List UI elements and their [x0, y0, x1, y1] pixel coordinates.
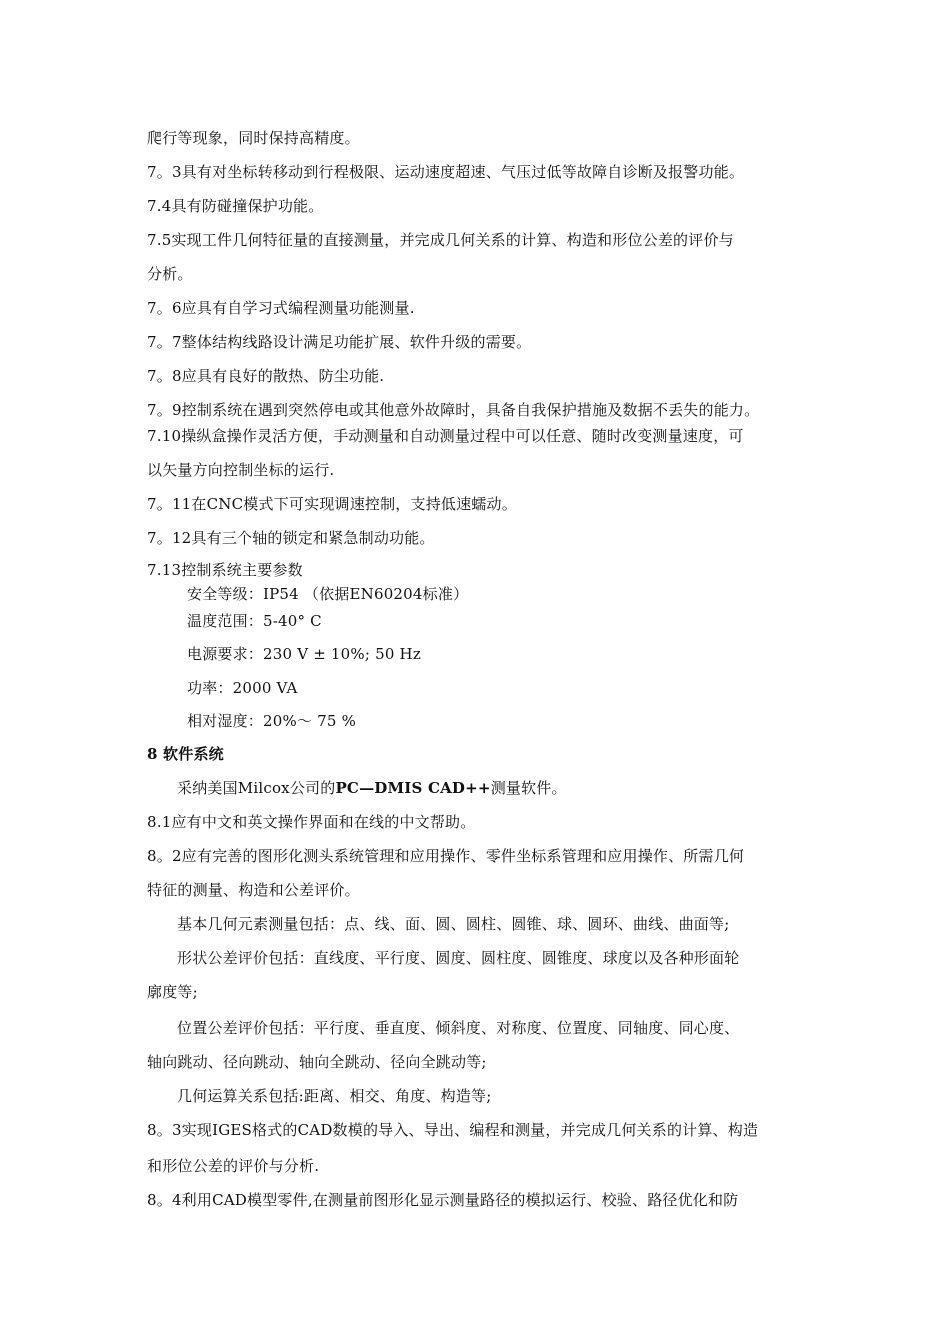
text-line: 7。11在CNC模式下可实现调速控制，支持低速蠕动。	[147, 495, 517, 513]
text-line: 爬行等现象，同时保持高精度。	[147, 129, 360, 147]
text-line: 7。3具有对坐标转移动到行程极限、运动速度超速、气压过低等故障自诊断及报警功能。	[147, 163, 745, 181]
param-line: 安全等级：IP54 （依据EN60204标准）	[187, 585, 469, 603]
text-line: 7。6应具有自学习式编程测量功能测量.	[147, 299, 415, 317]
text-line: 7。12具有三个轴的锁定和紧急制动功能。	[147, 529, 435, 547]
text-line: 7.10操纵盒操作灵活方便，手动测量和自动测量过程中可以任意、随时改变测量速度，可	[147, 427, 744, 445]
eval-line: 轴向跳动、径向跳动、轴向全跳动、径向全跳动等;	[147, 1053, 487, 1071]
text-line: 7。8应具有良好的散热、防尘功能.	[147, 367, 385, 385]
param-line: 温度范围：5-40° C	[187, 612, 322, 630]
text-line: 7.5实现工件几何特征量的直接测量，并完成几何关系的计算、构造和形位公差的评价与	[147, 231, 734, 249]
text-line: 特征的测量、构造和公差评价。	[147, 881, 360, 899]
text-line: 7.13控制系统主要参数	[147, 561, 303, 579]
text-line: 8。3实现IGES格式的CAD数模的导入、导出、编程和测量，并完成几何关系的计算、构造	[147, 1121, 759, 1139]
software-name: PC—DMIS CAD++	[335, 779, 491, 797]
intro-suffix: 测量软件。	[490, 779, 567, 797]
param-line: 电源要求：230 V ± 10%; 50 Hz	[187, 645, 421, 663]
intro-prefix: 采纳美国Milcox公司的	[177, 779, 336, 797]
text-line: 8。2应有完善的图形化测头系统管理和应用操作、零件坐标系管理和应用操作、所需几何	[147, 847, 745, 865]
eval-line: 位置公差评价包括：平行度、垂直度、倾斜度、对称度、位置度、同轴度、同心度、	[177, 1019, 740, 1037]
text-line: 8。4利用CAD模型零件,在测量前图形化显示测量路径的模拟运行、校验、路径优化和防	[147, 1191, 739, 1209]
eval-line: 廓度等;	[147, 983, 198, 1001]
text-line: 分析。	[147, 265, 193, 283]
text-line: 8.1应有中文和英文操作界面和在线的中文帮助。	[147, 813, 476, 831]
section-heading: 8 软件系统	[147, 745, 224, 763]
text-line: 7.4具有防碰撞保护功能。	[147, 197, 324, 215]
text-line: 和形位公差的评价与分析.	[147, 1157, 320, 1175]
eval-line: 基本几何元素测量包括：点、线、面、圆、圆柱、圆锥、球、圆环、曲线、曲面等;	[177, 915, 730, 933]
eval-line: 几何运算关系包括:距离、相交、角度、构造等;	[177, 1087, 492, 1105]
section-intro	[177, 778, 567, 798]
eval-line: 形状公差评价包括：直线度、平行度、圆度、圆柱度、圆锥度、球度以及各种形面轮	[177, 949, 740, 967]
param-line: 相对湿度：20%～ 75 %	[187, 712, 357, 730]
text-line: 以矢量方向控制坐标的运行.	[147, 461, 335, 479]
text-line: 7。7整体结构线路设计满足功能扩展、软件升级的需要。	[147, 333, 532, 351]
param-line: 功率：2000 VA	[187, 679, 298, 697]
text-line: 7。9控制系统在遇到突然停电或其他意外故障时，具备自我保护措施及数据不丢失的能力。	[147, 401, 760, 419]
